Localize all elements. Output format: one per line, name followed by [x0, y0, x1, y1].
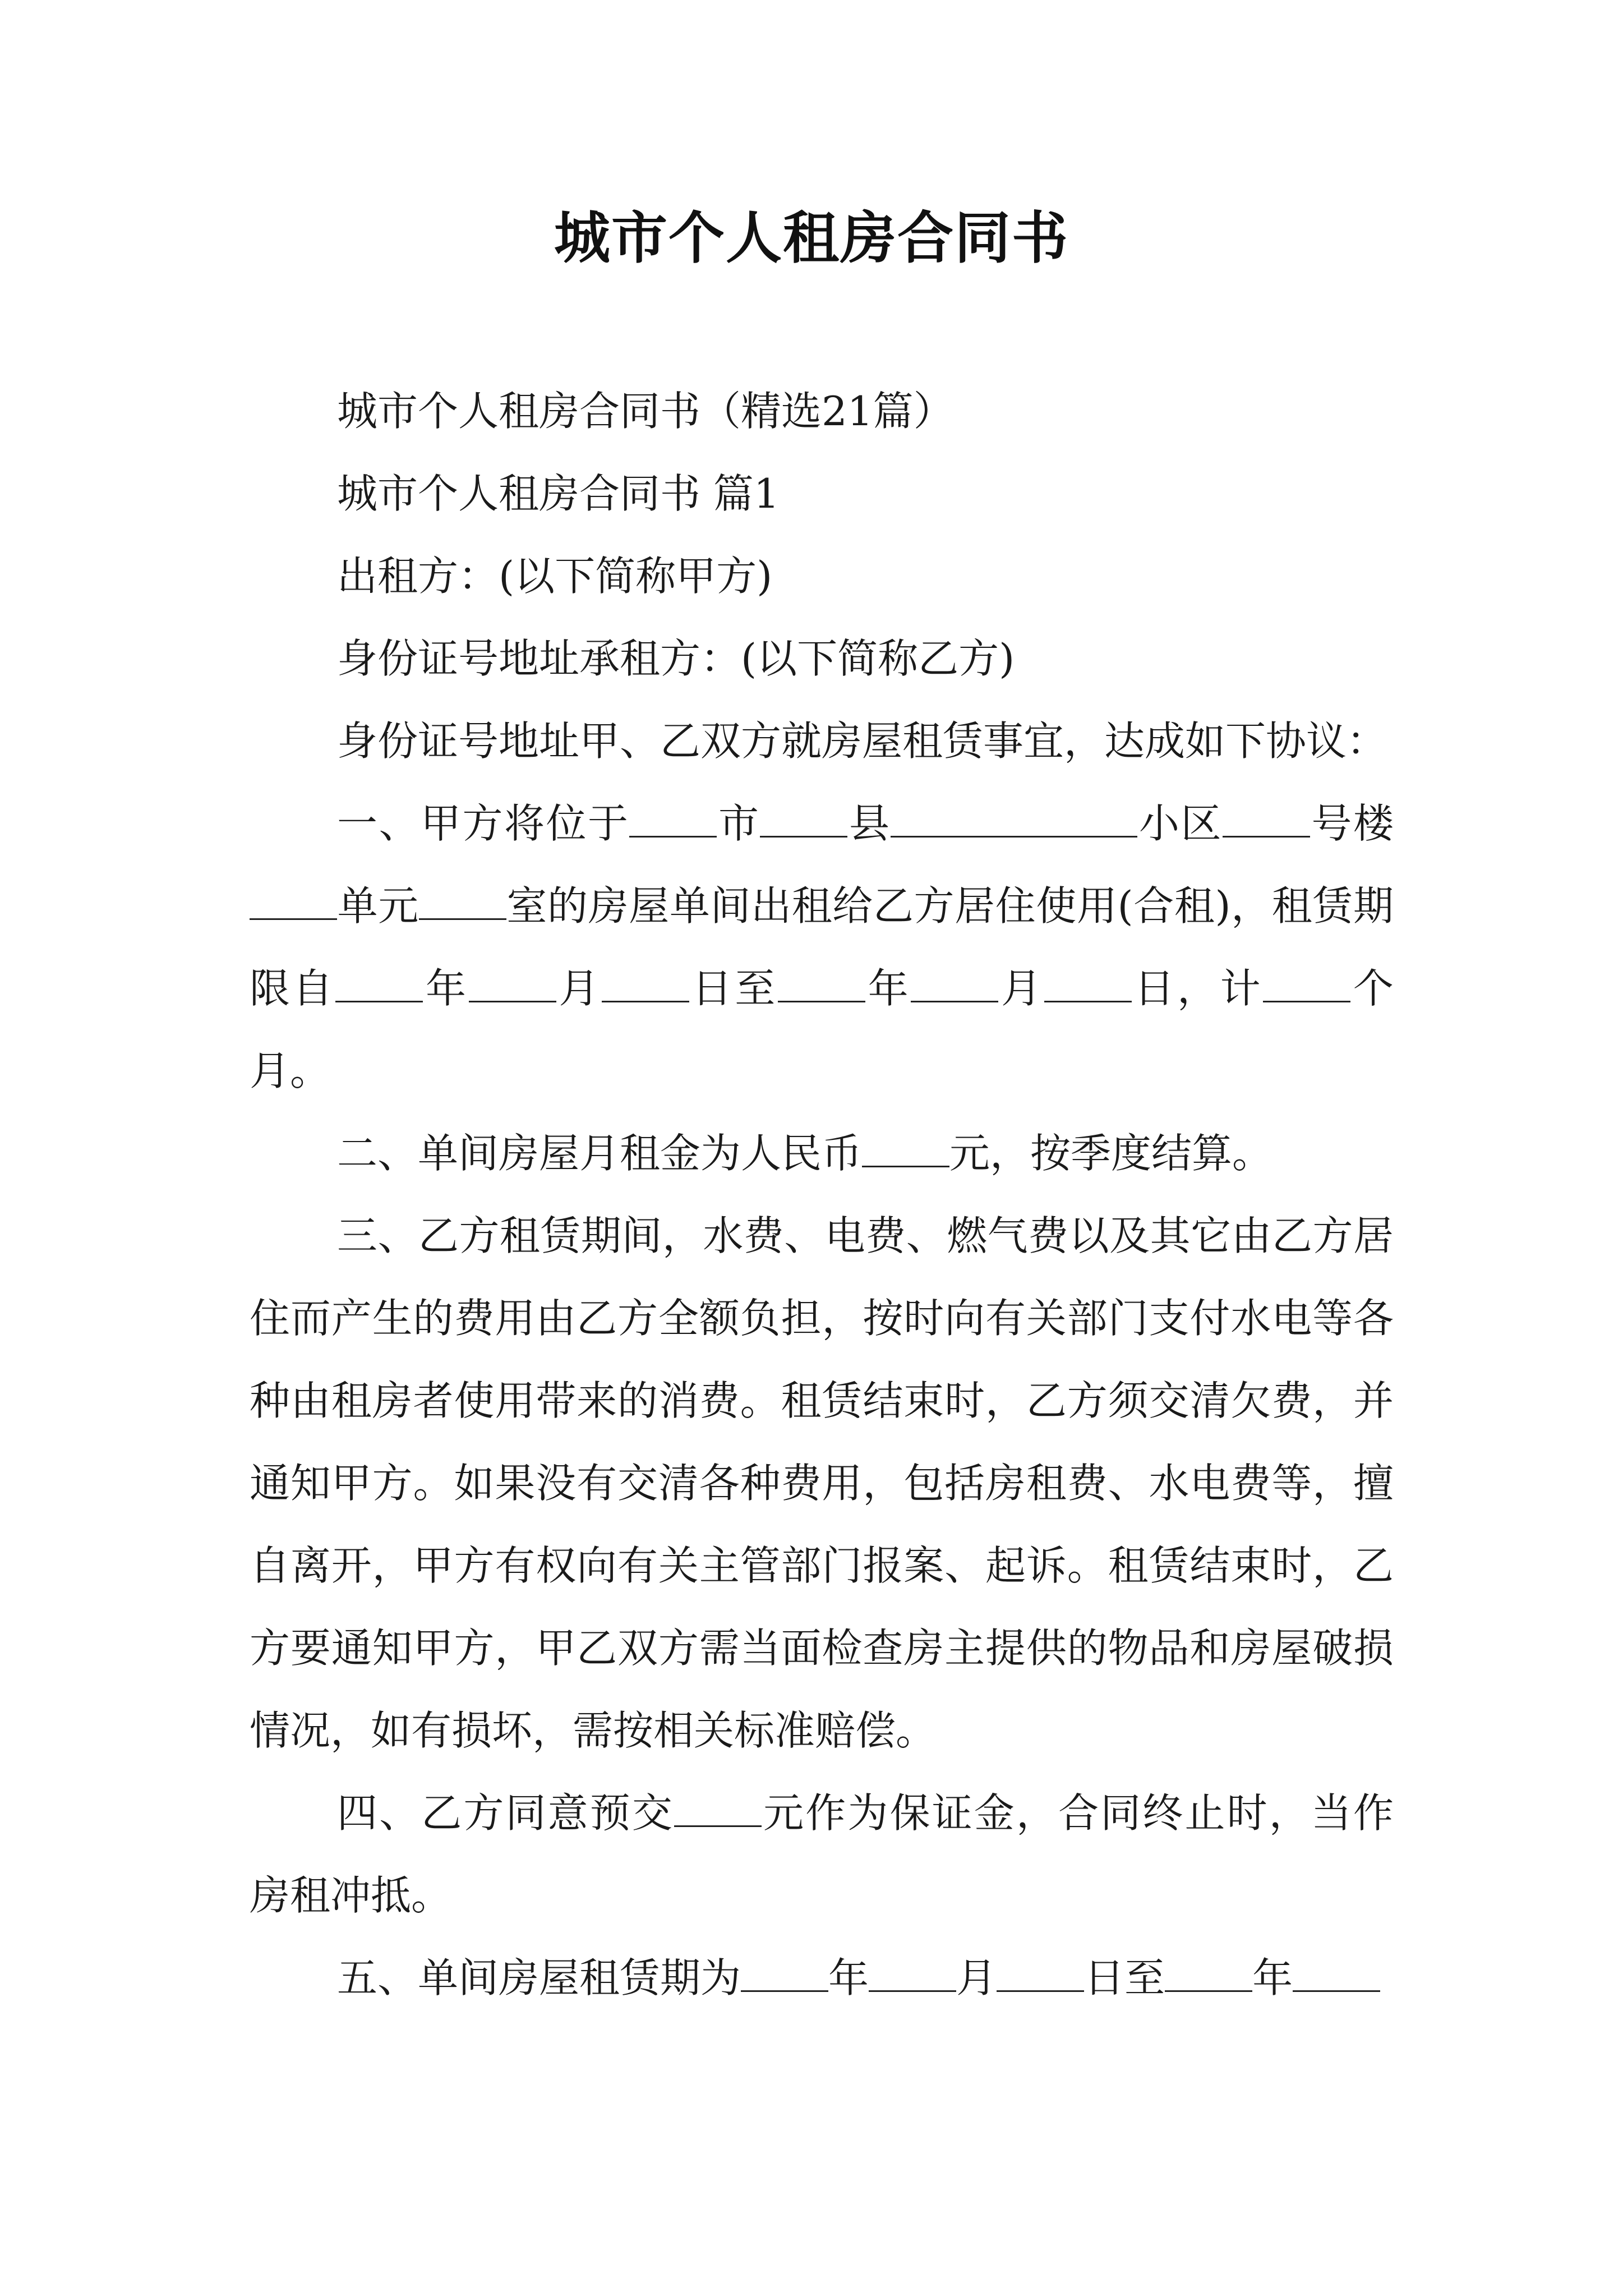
blank-field-months[interactable]	[1263, 966, 1350, 1002]
paragraph-lessee: 身份证号地址承租方：(以下简称乙方)	[337, 635, 1015, 682]
clause-1-text: 号楼	[1310, 800, 1394, 847]
blank-field-county[interactable]	[760, 801, 847, 838]
clause-2-text: 元，按季度结算。	[949, 1130, 1273, 1177]
clause-1-text: 小区	[1137, 800, 1223, 847]
clause-1-text: 年	[423, 965, 469, 1012]
blank-field-end-month[interactable]	[911, 966, 998, 1002]
paragraph-clause-3: 三、乙方租赁期间，水费、电费、燃气费以及其它由乙方居住而产生的费用由乙方全额负担，按时向有关部门支付水电等各种由租房者使用带来的消费。租赁结束时，乙方须交清欠费，并通知甲方。如果没有交清各种费用，包括房租费、水电费等，擅自离开，甲方有权向有关主管部门报案、起诉。租赁结束时，乙方要通知甲方，甲乙双方需当面检查房主提供的物品和房屋破损情况，如有损坏，需按相关标准赔偿。	[250, 1212, 1394, 1754]
clause-4-text: 元作为保证金，合同终止时，当作房租冲抵。	[250, 1789, 1394, 1919]
blank-field-term-start-month[interactable]	[869, 1955, 956, 1992]
blank-field-community[interactable]	[891, 801, 1137, 838]
clause-5-text: 年	[828, 1954, 869, 2001]
blank-field-term-start-day[interactable]	[997, 1955, 1084, 1992]
clause-5-text: 月	[956, 1954, 997, 2001]
clause-1-text: 日至	[689, 965, 778, 1012]
blank-field-term-end-month[interactable]	[1293, 1955, 1380, 1992]
clause-1-text: 月	[998, 965, 1044, 1012]
clause-1-text: 县	[847, 800, 891, 847]
clause-1-text: 单元	[337, 882, 419, 930]
paragraph-collection-title: 城市个人租房合同书（精选21篇）	[337, 388, 954, 435]
clause-5-text: 年	[1252, 1954, 1293, 2001]
clause-5-text: 日至	[1084, 1954, 1165, 2001]
clause-1-text: 月	[556, 965, 602, 1012]
clause-1-text: 市	[717, 800, 760, 847]
paragraph-agreement-intro: 身份证号地址甲、乙双方就房屋租赁事宜，达成如下协议：	[337, 717, 1387, 765]
document-title: 城市个人租房合同书	[554, 205, 1069, 271]
document-body	[250, 370, 1394, 2019]
clause-4-text: 四、乙方同意预交	[337, 1789, 675, 1837]
paragraph-clause-4	[250, 1772, 1394, 1937]
blank-field-building[interactable]	[1223, 801, 1310, 838]
paragraph-clause-2	[250, 1112, 1394, 1195]
clause-5-text: 五、单间房屋租赁期为	[337, 1954, 741, 2001]
paragraph-section-heading: 城市个人租房合同书 篇1	[337, 470, 780, 517]
paragraph-clause-5	[250, 1937, 1394, 2019]
blank-field-start-day[interactable]	[602, 966, 689, 1002]
blank-field-end-day[interactable]	[1044, 966, 1132, 1002]
clause-1-text: 日，计	[1131, 965, 1264, 1012]
blank-field-deposit[interactable]	[674, 1791, 762, 1827]
clause-2-text: 二、单间房屋月租金为人民币	[337, 1130, 863, 1177]
paragraph-clause-1	[250, 783, 1394, 1112]
paragraph-lessor: 出租方：(以下简称甲方)	[337, 553, 773, 600]
clause-1-text: 一、甲方将位于	[337, 800, 630, 847]
blank-field-city[interactable]	[629, 801, 717, 838]
clause-1-text: 年	[865, 965, 911, 1012]
blank-field-unit[interactable]	[250, 884, 337, 920]
blank-field-room[interactable]	[419, 884, 506, 920]
blank-field-monthly-rent[interactable]	[862, 1131, 949, 1167]
blank-field-term-start-year[interactable]	[741, 1955, 828, 1992]
blank-field-term-end-year[interactable]	[1165, 1955, 1252, 1992]
blank-field-start-month[interactable]	[469, 966, 556, 1002]
blank-field-start-year[interactable]	[335, 966, 423, 1002]
blank-field-end-year[interactable]	[778, 966, 865, 1002]
clause-1-text: 个月。	[250, 965, 1394, 1094]
clause-1-text: 室的房屋单间出租给乙方居住使用(合租)，租赁期限自	[250, 882, 1394, 1012]
